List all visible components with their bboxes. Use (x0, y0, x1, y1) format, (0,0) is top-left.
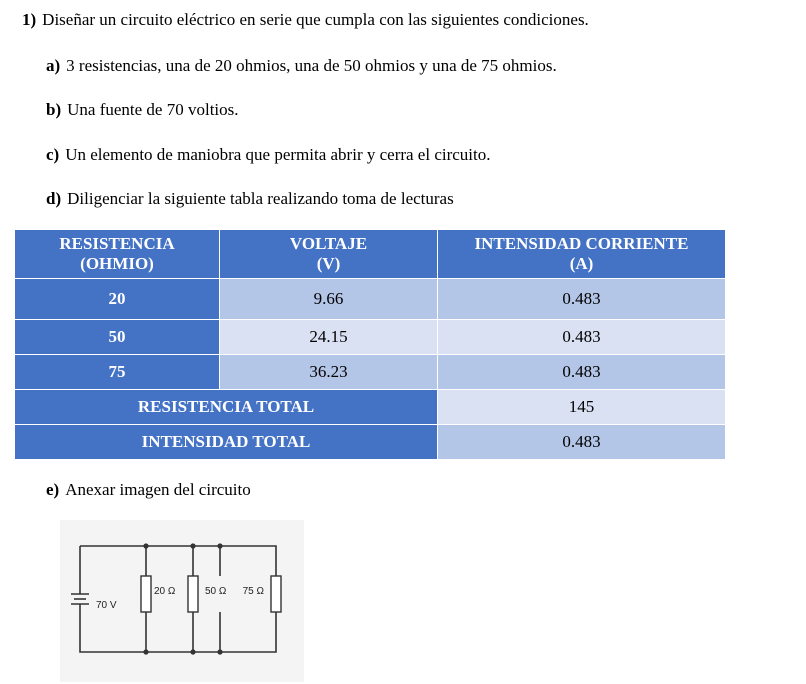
total-current-row (15, 425, 726, 460)
circuit-diagram (60, 520, 304, 682)
item-c-letter: c) (46, 145, 60, 164)
table-row (15, 320, 726, 355)
cell-voltage: 36.23 (220, 355, 438, 390)
total-current-label: INTENSIDAD TOTAL (15, 425, 438, 460)
question-1-number: 1) (22, 10, 37, 29)
resistor-3-label: 75 Ω (242, 586, 264, 597)
item-b-letter: b) (46, 100, 62, 119)
item-a-text: 3 resistencias, una de 20 ohmios, una de 50 ohmios y una de 75 ohmios. (66, 56, 557, 75)
cell-current: 0.483 (438, 279, 726, 320)
total-resistance-label: RESISTENCIA TOTAL (15, 390, 438, 425)
total-resistance-value: 145 (438, 390, 726, 425)
cell-current: 0.483 (438, 355, 726, 390)
source-label: 70 V (96, 600, 117, 611)
cell-resistance: 50 (15, 320, 220, 355)
item-e-letter: e) (46, 480, 60, 499)
table-header-row (15, 230, 726, 279)
cell-voltage: 9.66 (220, 279, 438, 320)
item-c-text: Un elemento de maniobra que permita abrir y cerra el circuito. (65, 145, 491, 164)
item-b-text: Una fuente de 70 voltios. (67, 100, 239, 119)
total-current-value: 0.483 (438, 425, 726, 460)
resistor-1-icon (141, 576, 151, 612)
item-e (46, 480, 251, 500)
question-1 (22, 10, 589, 30)
item-a-letter: a) (46, 56, 61, 75)
resistor-1-label: 20 Ω (154, 586, 176, 597)
cell-voltage: 24.15 (220, 320, 438, 355)
resistor-2-icon (188, 576, 198, 612)
cell-resistance: 20 (15, 279, 220, 320)
cell-resistance: 75 (15, 355, 220, 390)
header-resistance: RESISTENCIA (OHMIO) (15, 230, 220, 279)
table-row (15, 279, 726, 320)
header-current: INTENSIDAD CORRIENTE (A) (438, 230, 726, 279)
readings-table (14, 229, 726, 460)
table-row (15, 355, 726, 390)
item-d-text: Diligenciar la siguiente tabla realizando toma de lecturas (67, 189, 454, 208)
total-resistance-row (15, 390, 726, 425)
circuit-image (60, 520, 304, 682)
item-d (46, 189, 454, 209)
item-d-letter: d) (46, 189, 62, 208)
item-c (46, 145, 491, 165)
header-voltage: VOLTAJE (V) (220, 230, 438, 279)
item-b (46, 100, 239, 120)
battery-icon (71, 594, 89, 604)
cell-current: 0.483 (438, 320, 726, 355)
resistor-3-icon (271, 576, 281, 612)
item-a (46, 56, 557, 76)
item-e-text: Anexar imagen del circuito (65, 480, 251, 499)
resistor-2-label: 50 Ω (205, 586, 227, 597)
question-1-text: Diseñar un circuito eléctrico en serie que cumpla con las siguientes condiciones. (42, 10, 589, 29)
